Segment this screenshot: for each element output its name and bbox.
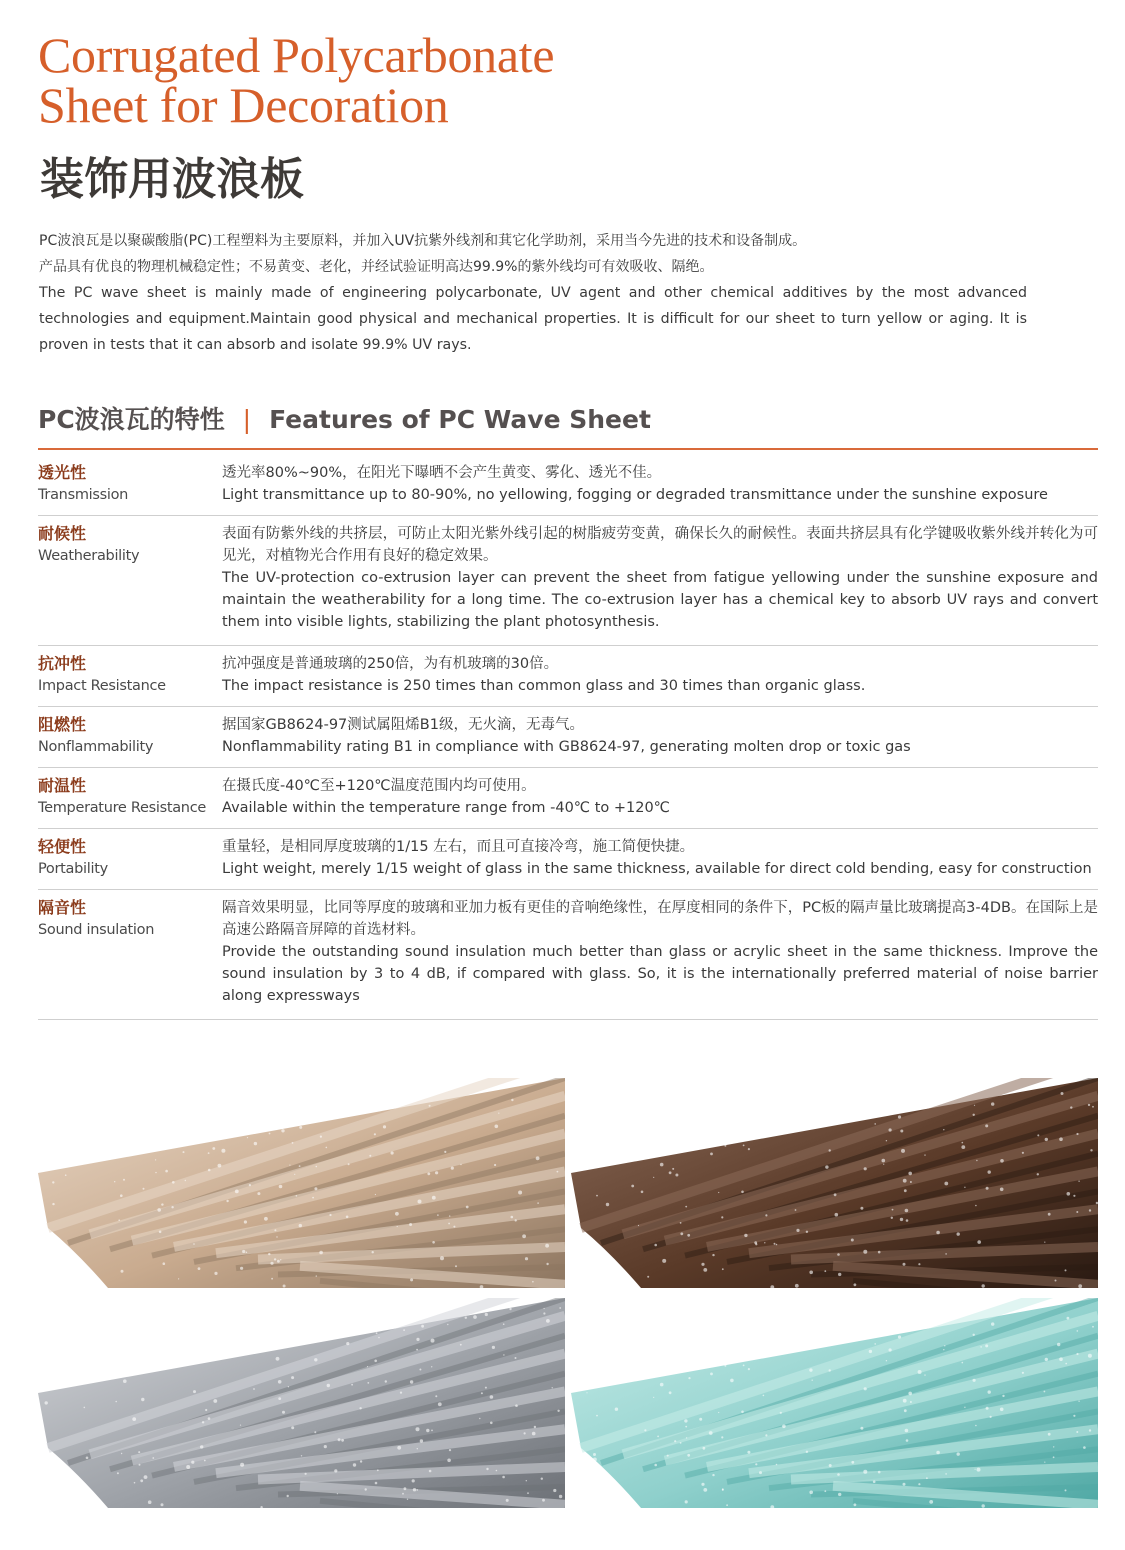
feature-description <box>222 714 1098 758</box>
feature-desc-cn: 在摄氏度-40℃至+120℃温度范围内均可使用。 <box>222 778 536 794</box>
feature-desc-cn: 透光率80%~90%，在阳光下曝晒不会产生黄变、雾化、透光不佳。 <box>222 465 662 481</box>
heading-separator: | <box>242 405 252 434</box>
feature-desc-cn: 抗冲强度是普通玻璃的250倍，为有机玻璃的30倍。 <box>222 656 559 672</box>
feature-label <box>38 653 222 697</box>
feature-description <box>222 775 1098 819</box>
feature-label-en: Nonflammability <box>38 739 154 755</box>
feature-desc-en: Provide the outstanding sound insulation much better than glass or acrylic sheet in the same thickness. Improve the sound insulation by 3 to 4 dB, if compared with glass. So, it is the internationally preferred material of noise barrier along expressways <box>222 944 1098 1004</box>
feature-label-cn: 透光性 <box>38 463 87 482</box>
intro <box>39 228 1027 358</box>
feature-row-weatherability <box>38 516 1098 646</box>
feature-desc-en: Light transmittance up to 80-90%, no yellowing, fogging or degraded transmittance under the sunshine exposure <box>222 487 1048 503</box>
intro-cn-line-1: PC波浪瓦是以聚碳酸脂(PC)工程塑料为主要原料，并加入UV抗紫外线剂和萁它化学助剂，采用当今先进的技术和设备制成。 <box>39 233 807 249</box>
features-heading-cn: PC波浪瓦的特性 <box>38 405 225 434</box>
feature-label-en: Portability <box>38 861 108 877</box>
feature-label-cn: 耐候性 <box>38 524 87 543</box>
feature-desc-en: Nonflammability rating B1 in compliance with GB8624-97, generating molten drop or toxic gas <box>222 739 911 755</box>
title-line-1: Corrugated Polycarbonate <box>38 27 555 83</box>
feature-description <box>222 653 1098 697</box>
feature-desc-cn: 隔音效果明显，比同等厚度的玻璃和亚加力板有更佳的音响绝缘性，在厚度相同的条件下，PC板的隔声量比玻璃提高3-4DB。在国际上是高速公路隔音屏障的首选材料。 <box>222 900 1098 938</box>
features-heading-en: Features of PC Wave Sheet <box>269 405 651 434</box>
feature-label-en: Transmission <box>38 487 129 503</box>
product-gallery <box>38 1078 1098 1508</box>
feature-label <box>38 523 222 633</box>
feature-row-temperature-resistance <box>38 768 1098 829</box>
feature-label <box>38 775 222 819</box>
sheet-photo-green <box>571 1298 1098 1508</box>
sheet-photo-brown <box>571 1078 1098 1288</box>
sheet-photo-grey <box>38 1298 565 1508</box>
feature-label <box>38 714 222 758</box>
feature-row-portability <box>38 829 1098 890</box>
intro-cn-line-2: 产品具有优良的物理机械稳定性；不易黄变、老化，并经试验证明高达99.9%的紫外线均可有效吸收、隔绝。 <box>39 259 714 275</box>
feature-desc-en: The impact resistance is 250 times than common glass and 30 times than organic glass. <box>222 678 866 694</box>
feature-label-en: Temperature Resistance <box>38 800 206 816</box>
corrugated-sheet-illustration <box>571 1078 1098 1288</box>
title-line-2: Sheet for Decoration <box>38 77 449 133</box>
corrugated-sheet-illustration <box>38 1078 565 1288</box>
feature-row-impact-resistance <box>38 646 1098 707</box>
page-title <box>38 27 555 133</box>
feature-label-en: Impact Resistance <box>38 678 166 694</box>
features-heading <box>38 398 1098 450</box>
feature-desc-en: Light weight, merely 1/15 weight of glass in the same thickness, available for direct cold bending, easy for construction <box>222 861 1092 877</box>
intro-en: The PC wave sheet is mainly made of engineering polycarbonate, UV agent and other chemical additives by the most advanced technologies and equipment.Maintain good physical and mechanical properties. It is difficult for our sheet to turn yellow or aging. It is proven in tests that it can absorb and isolate 99.9% UV rays. <box>39 285 1027 353</box>
feature-label-cn: 轻便性 <box>38 837 87 856</box>
feature-desc-cn: 据国家GB8624-97测试属阻烯B1级，无火滴，无毒气。 <box>222 717 584 733</box>
feature-row-nonflammability <box>38 707 1098 768</box>
corrugated-sheet-illustration <box>38 1298 565 1508</box>
sheet-photo-bronze <box>38 1078 565 1288</box>
feature-row-sound-insulation <box>38 890 1098 1020</box>
corrugated-sheet-illustration <box>571 1298 1098 1508</box>
feature-desc-en: The UV-protection co-extrusion layer can prevent the sheet from fatigue yellowing under the sunshine exposure and maintain the weatherability for a long time. The co-extrusion layer has a chemical key to absorb UV rays and convert them into visible lights, stabilizing the plant photosynthesis. <box>222 570 1098 630</box>
feature-description <box>222 836 1098 880</box>
feature-description <box>222 462 1098 506</box>
feature-row-transmission <box>38 455 1098 516</box>
feature-description <box>222 523 1098 633</box>
feature-label <box>38 836 222 880</box>
feature-label-en: Weatherability <box>38 548 140 564</box>
feature-label-cn: 抗冲性 <box>38 654 87 673</box>
feature-description <box>222 897 1098 1007</box>
feature-desc-en: Available within the temperature range from -40℃ to +120℃ <box>222 800 670 816</box>
features-table <box>38 455 1098 1020</box>
feature-label <box>38 897 222 1007</box>
feature-label-cn: 隔音性 <box>38 898 87 917</box>
feature-desc-cn: 重量轻，是相同厚度玻璃的1/15 左右，而且可直接冷弯，施工简便快捷。 <box>222 839 695 855</box>
feature-desc-cn: 表面有防紫外线的共挤层，可防止太阳光紫外线引起的树脂疲劳变黄，确保长久的耐候性。表面共挤层具有化学键吸收紫外线并转化为可见光，对植物光合作用有良好的稳定效果。 <box>222 526 1098 564</box>
page-title-chinese: 装饰用波浪板 <box>40 154 304 205</box>
feature-label-cn: 耐温性 <box>38 776 87 795</box>
feature-label <box>38 462 222 506</box>
feature-label-cn: 阻燃性 <box>38 715 87 734</box>
feature-label-en: Sound insulation <box>38 922 155 938</box>
